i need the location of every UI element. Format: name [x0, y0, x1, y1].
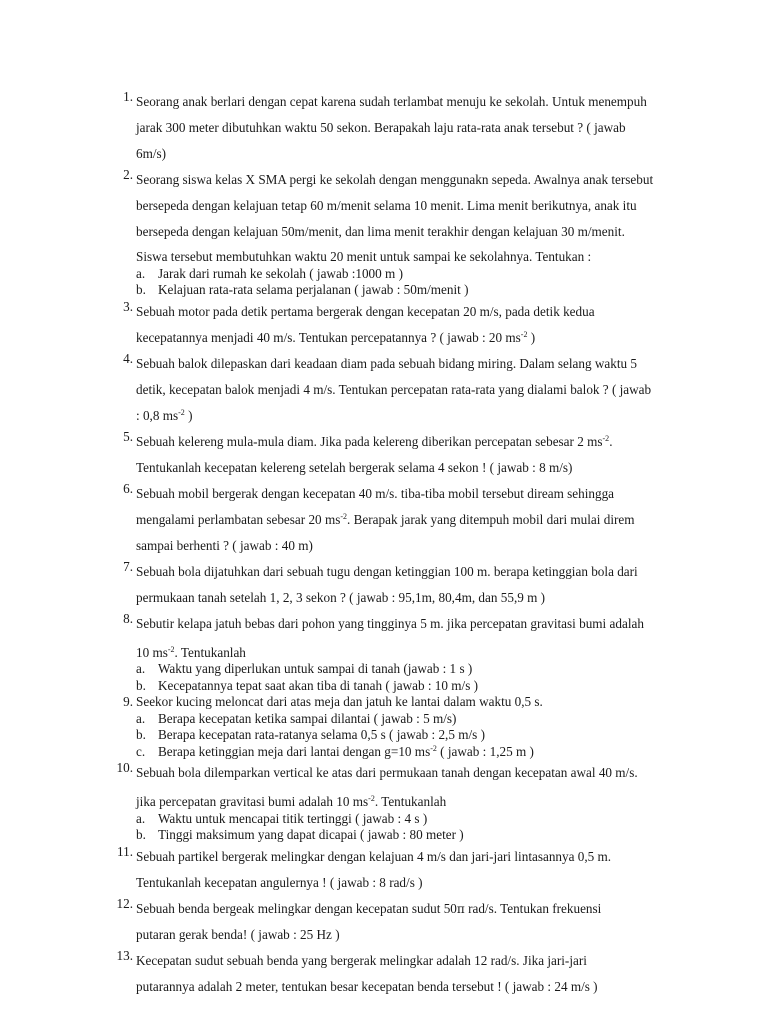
question-line: [136, 533, 678, 559]
question-8: [123, 610, 678, 695]
question-line: [136, 760, 678, 786]
question-line: [136, 245, 678, 266]
text: Waktu untuk mencapai titik tertinggi ( jawab : 4 s ): [158, 810, 428, 826]
text: .: [609, 433, 613, 449]
text: Sebuah motor pada detik pertama bergerak dengan kecepatan 20 m/s, pada detik kedua: [136, 303, 595, 319]
sub-question: [136, 678, 678, 695]
text: Berapa kecepatan rata-ratanya selama 0,5 s ( jawab : 2,5 m/s ): [158, 727, 485, 742]
text: Seorang anak berlari dengan cepat karena sudah terlambat menuju ke sekolah. Untuk menempuh: [136, 94, 647, 109]
question-line: [136, 948, 678, 974]
question-line: [136, 507, 678, 533]
question-line: [136, 786, 678, 811]
question-1: [123, 89, 678, 167]
question-number: 10.: [116, 760, 133, 775]
text: : 0,8 ms: [136, 407, 179, 423]
question-line: [136, 974, 678, 1000]
sub-question: [136, 711, 678, 728]
question-7: [123, 558, 678, 611]
text: Berapa ketinggian meja dari lantai dengan g=10 ms: [158, 743, 431, 759]
text: Sebuah mobil bergerak dengan kecepatan 40 m/s. tiba-tiba mobil tersebut diream sehingga: [136, 485, 615, 501]
text: Kecepatannya tepat saat akan tiba di tanah ( jawab : 10 m/s ): [158, 677, 479, 693]
question-line: [136, 351, 678, 377]
question-6: [123, 480, 678, 559]
question-line: [136, 429, 678, 455]
text: permukaan tanah setelah 1, 2, 3 sekon ? ( jawab : 95,1m, 80,4m, dan 55,9 m ): [136, 589, 546, 605]
superscript: -2: [602, 433, 610, 443]
question-line: [136, 922, 678, 948]
question-number: 9.: [123, 694, 133, 709]
question-number: 12.: [116, 895, 133, 911]
text: 10 ms: [136, 644, 168, 660]
question-number: 2.: [123, 167, 133, 182]
superscript: -2: [520, 329, 528, 339]
question-line: [136, 89, 678, 115]
question-2: [123, 167, 678, 299]
text: Seekor kucing meloncat dari atas meja dan jatuh ke lantai dalam waktu 0,5 s.: [136, 694, 543, 709]
text: ): [184, 407, 193, 423]
question-9: [123, 694, 678, 760]
text: Sebuah bola dilemparkan vertical ke atas dari permukaan tanah dengan kecepatan awal 40 m/s.: [136, 765, 638, 780]
text: Tinggi maksimum yang dapat dicapai ( jawab : 80 meter ): [158, 827, 464, 842]
text: Jarak dari rumah ke sekolah ( jawab :1000 m ): [158, 265, 403, 281]
question-number: 8.: [123, 610, 133, 626]
text: . Tentukanlah: [174, 644, 246, 660]
question-line: [136, 896, 678, 922]
question-12: [116, 895, 678, 948]
sub-question: [136, 727, 678, 744]
question-line: [136, 870, 678, 896]
text: b.: [136, 282, 146, 297]
question-11: [117, 843, 678, 896]
question-line: [136, 559, 678, 585]
question-number: 4.: [123, 350, 133, 366]
question-5: [123, 428, 678, 481]
question-4: [123, 350, 678, 429]
question-line: [136, 377, 678, 403]
text: . Tentukanlah: [374, 794, 447, 809]
text: detik, kecepatan balok menjadi 4 m/s. Tentukan percepatan rata-rata yang dialami balok ? ( jawab: [136, 381, 652, 397]
question-3: [123, 298, 678, 351]
text: a.: [136, 710, 146, 726]
text: jarak 300 meter dibutuhkan waktu 50 sekon. Berapakah laju rata-rata anak tersebut ? ( jawab: [136, 120, 626, 135]
text: putarannya adalah 2 meter, tentukan besar kecepatan benda tersebut ! ( jawab : 24 m/s ): [136, 978, 598, 994]
sub-question: [136, 827, 678, 844]
superscript: -2: [430, 743, 437, 753]
text: a.: [136, 661, 146, 676]
superscript: -2: [178, 407, 185, 417]
text: Tentukanlah kecepatan kelereng setelah bergerak selama 4 sekon ! ( jawab : 8 m/s): [136, 459, 573, 475]
question-13: [116, 947, 678, 1000]
text: a.: [136, 810, 146, 826]
question-line: [136, 325, 678, 351]
question-number: 11.: [117, 843, 133, 859]
question-line: [136, 455, 678, 481]
text: Berapa kecepatan ketika sampai dilantai ( jawab : 5 m/s): [158, 710, 457, 726]
question-number: 13.: [116, 947, 133, 963]
sub-question: [136, 266, 678, 283]
text: Sebuah partikel bergerak melingkar dengan kelajuan 4 m/s dan jari-jari lintasannya 0,5 m.: [136, 848, 612, 864]
text: Sebuah bola dijatuhkan dari sebuah tugu dengan ketinggian 100 m. berapa ketinggian bola dari: [136, 563, 638, 579]
question-line: [136, 637, 678, 662]
text: Kelajuan rata-rata selama perjalanan ( jawab : 50m/menit ): [158, 282, 469, 297]
sub-question: [136, 811, 678, 828]
text: kecepatannya menjadi 40 m/s. Tentukan percepatannya ? ( jawab : 20 ms: [136, 329, 521, 345]
text: bersepeda dengan kelajuan tetap 60 m/menit selama 10 menit. Lima menit berikutnya, anak itu: [136, 198, 637, 213]
text: c.: [136, 743, 146, 759]
question-line: [136, 115, 678, 141]
sub-question: [136, 282, 678, 299]
text: mengalami perlambatan sebesar 20 ms: [136, 511, 341, 527]
text: Seorang siswa kelas X SMA pergi ke sekolah dengan menggunakn sepeda. Awalnya anak tersebut: [136, 172, 654, 187]
text: . Berapak jarak yang ditempuh mobil dari mulai direm: [347, 511, 635, 527]
worksheet: [0, 89, 768, 1000]
question-line: [136, 167, 678, 193]
text: b.: [136, 827, 146, 842]
text: ( jawab : 1,25 m ): [436, 743, 534, 759]
question-line: [136, 844, 678, 870]
text: Sebuah benda bergeak melingkar dengan kecepatan sudut 50: [136, 900, 457, 916]
pi-symbol: π: [456, 901, 465, 916]
question-10: [116, 760, 678, 844]
question-line: [136, 219, 678, 245]
text: sampai berhenti ? ( jawab : 40 m): [136, 537, 313, 553]
question-number: 7.: [123, 558, 133, 574]
question-line: [136, 694, 678, 711]
text: Sebuah balok dilepaskan dari keadaan diam pada sebuah bidang miring. Dalam selang waktu 5: [136, 355, 637, 371]
question-line: [136, 481, 678, 507]
question-line: [136, 403, 678, 429]
question-line: [136, 585, 678, 611]
sub-question: [136, 744, 678, 761]
text: rad/s. Tentukan frekuensi: [464, 900, 602, 916]
question-number: 6.: [123, 480, 133, 496]
text: b.: [136, 677, 146, 693]
text: Sebutir kelapa jatuh bebas dari pohon yang tingginya 5 m. jika percepatan gravitasi bumi adalah: [136, 615, 644, 631]
superscript: -2: [368, 794, 375, 803]
question-number: 3.: [123, 298, 133, 314]
text: Kecepatan sudut sebuah benda yang bergerak melingkar adalah 12 rad/s. Jika jari-jari: [136, 952, 587, 968]
text: b.: [136, 727, 146, 742]
text: Sebuah kelereng mula-mula diam. Jika pada kelereng diberikan percepatan sebesar 2 ms: [136, 433, 603, 449]
question-line: [136, 299, 678, 325]
question-number: 5.: [123, 428, 133, 444]
sub-question: [136, 661, 678, 678]
question-line: [136, 611, 678, 637]
text: bersepeda dengan kelajuan 50m/menit, dan lima menit terakhir dengan kelajuan 30 m/menit.: [136, 224, 625, 239]
text: jika percepatan gravitasi bumi adalah 10 ms: [136, 794, 369, 809]
text: Tentukanlah kecepatan angulernya ! ( jawab : 8 rad/s ): [136, 874, 423, 890]
text: a.: [136, 265, 146, 281]
question-line: [136, 193, 678, 219]
text: 6m/s): [136, 146, 167, 161]
text: ): [527, 329, 536, 345]
text: putaran gerak benda! ( jawab : 25 Hz ): [136, 926, 340, 942]
superscript: -2: [167, 644, 175, 654]
text: Waktu yang diperlukan untuk sampai di tanah (jawab : 1 s ): [158, 661, 473, 676]
text: Siswa tersebut membutuhkan waktu 20 menit untuk sampai ke sekolahnya. Tentukan :: [136, 249, 592, 264]
superscript: -2: [340, 511, 348, 521]
question-number: 1.: [123, 89, 133, 104]
question-line: [136, 141, 678, 167]
